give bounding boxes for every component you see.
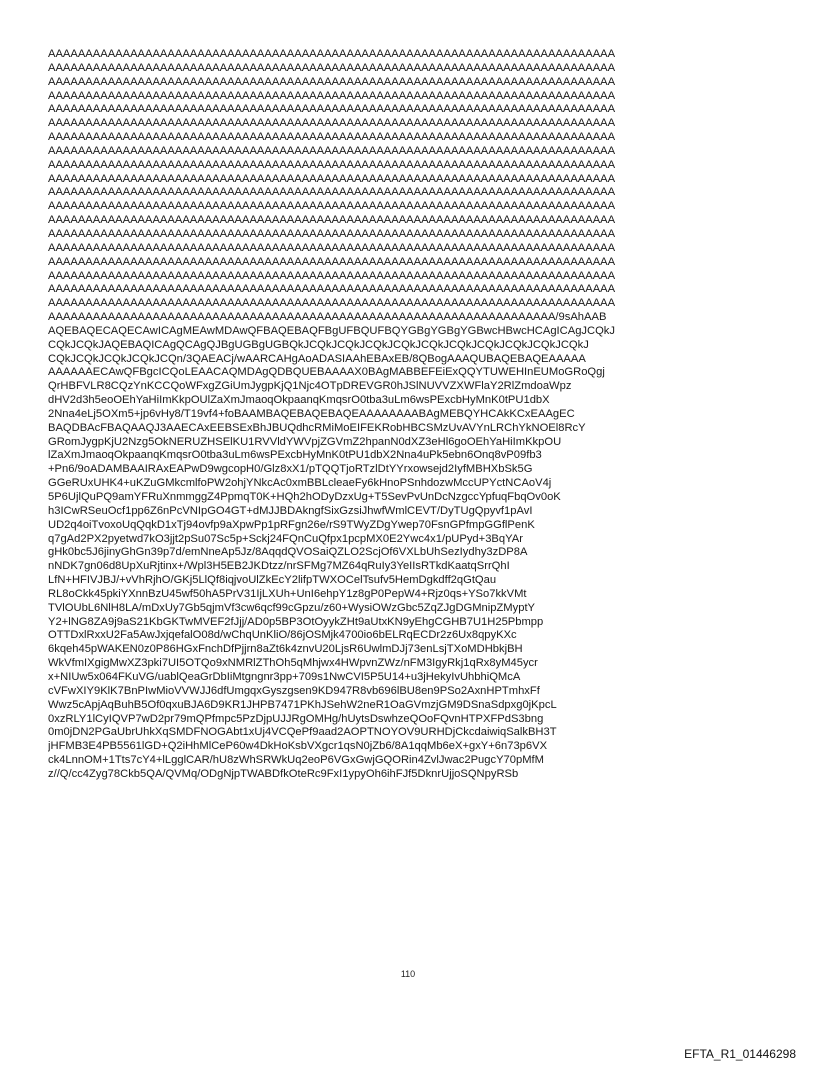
text-line: gHk0bc5J6jinyGhGn39p7d/emNneAp5Jz/8AqqdQVOSaiQZLO2ScjOf6VXLbUhSezIydhy3zDP8A (48, 546, 528, 559)
text-line: AAAAAAAAAAAAAAAAAAAAAAAAAAAAAAAAAAAAAAAAAAAAAAAAAAAAAAAAAAAAAAAAAAAAAAAAAAAA (48, 144, 616, 157)
text-line: GRomJygpKjU2Nzg5OkNERUZHSElKU1RVVldYWVpjZGVmZ2hpanN0dXZ3eHl6goOEhYaHiImKkpOU (48, 435, 562, 448)
document-id-stamp: EFTA_R1_01446298 (684, 1047, 796, 1061)
text-line: 0xzRLY1lCyIQVP7wD2pr79mQPfmpc5PzDjpUJJRgOMHg/hUytsDswhzeQOoFQvnHTPXFPdS3bng (48, 712, 544, 725)
text-line: CQkJCQkJCQkJCQkJCQn/3QAEACj/wAARCAHgAoADASIAAhEBAxEB/8QBogAAAQUBAQEBAQEAAAAA (48, 352, 586, 365)
text-line: AAAAAAAAAAAAAAAAAAAAAAAAAAAAAAAAAAAAAAAAAAAAAAAAAAAAAAAAAAAAAAAAAAAAAAAAAAAA (48, 131, 616, 144)
text-line: AAAAAAAAAAAAAAAAAAAAAAAAAAAAAAAAAAAAAAAAAAAAAAAAAAAAAAAAAAAAAAAAAAAAAAAAAAAA (48, 117, 616, 130)
text-line: AAAAAAAAAAAAAAAAAAAAAAAAAAAAAAAAAAAAAAAAAAAAAAAAAAAAAAAAAAAAAAAAAAAA/9sAhAAB (48, 311, 607, 324)
text-line: nNDK7gn06d8UpXuRjtinx+/Wpl3H5EB2JKDtzz/nrSFMg7MZ64qRuIy3YeIIsRTkdKaatqSrrQhI (48, 560, 510, 573)
text-line: AAAAAAAAAAAAAAAAAAAAAAAAAAAAAAAAAAAAAAAAAAAAAAAAAAAAAAAAAAAAAAAAAAAAAAAAAAAA (48, 214, 616, 227)
text-line: +Pn6/9oADAMBAAIRAxEAPwD9wgcopH0/Glz8xX1/pTQQTjoRTzlDtYYrxowsejd2IyfMBHXbSk5G (48, 463, 533, 476)
text-line: jHFMB3E4PB5561lGD+Q2iHhMlCeP60w4DkHoKsbVXgcr1qsN0jZb6/8A1qqMb6eX+gxY+6n73p6VX (48, 740, 548, 753)
text-line: AAAAAAAAAAAAAAAAAAAAAAAAAAAAAAAAAAAAAAAAAAAAAAAAAAAAAAAAAAAAAAAAAAAAAAAAAAAA (48, 297, 616, 310)
text-line: RL8oCkk45pkiYXnnBzU45wf50hA5PrV31IjLXUh+UnI6ehpY1z8gP0PepW4+Rjz0qs+YSo7kkVMt (48, 587, 527, 600)
text-line: x+NIUw5x064FKuVG/uablQeaGrDbIiMtgngnr3pp+709s1NwCVI5P5U14+u3jHekyIvUhbhiQMcA (48, 670, 521, 683)
text-line: AAAAAAAAAAAAAAAAAAAAAAAAAAAAAAAAAAAAAAAAAAAAAAAAAAAAAAAAAAAAAAAAAAAAAAAAAAAA (48, 186, 616, 199)
text-line: 2Nna4eLj5OXm5+jp6vHy8/T19vf4+foBAAMBAQEBAQEBAQEAAAAAAAABAgMEBQYHCAkKCxEAAgEC (48, 407, 575, 420)
text-line: CQkJCQkJAQEBAQICAgQCAgQJBgUGBgUGBQkJCQkJCQkJCQkJCQkJCQkJCQkJCQkJCQkJCQkJCQkJ (48, 338, 589, 351)
text-line: ck4LnnOM+1Tts7cY4+lLgglCAR/hU8zWhSRWkUq2eoP6VGxGwjGQORin4ZvlJwac2PugcY70pMfM (48, 754, 544, 767)
text-line: AAAAAAAAAAAAAAAAAAAAAAAAAAAAAAAAAAAAAAAAAAAAAAAAAAAAAAAAAAAAAAAAAAAAAAAAAAAA (48, 48, 616, 60)
text-line: 5P6UjlQuPQ9amYFRuXnmmggZ4PpmqT0K+HQh2hODyDzxUg+T5SevPvUnDcNzgccYpfuqFbqOv0oK (48, 491, 561, 503)
text-line: OTTDxlRxxU2Fa5AwJxjqefalO08d/wChqUnKliO/86jOSMjk4700io6bELRqECDr2z6Ux8qpyKXc (48, 629, 517, 642)
text-line: UD2q4oiTvoxoUqQqkD1xTj94ovfp9aXpwPp1pRFgn26e/rS9TWyZDgYwep70FsnGPfmpGGflPenK (48, 518, 535, 531)
text-line: AAAAAAAAAAAAAAAAAAAAAAAAAAAAAAAAAAAAAAAAAAAAAAAAAAAAAAAAAAAAAAAAAAAAAAAAAAAA (48, 227, 616, 240)
text-line: h3ICwRSeuOcf1pp6Z6nPcVNIpGO4GT+dMJJBDAkngfSixGzsiJhwfWmlCEVT/DyTUgQpyvf1pAvI (48, 504, 533, 517)
text-line: AAAAAAAAAAAAAAAAAAAAAAAAAAAAAAAAAAAAAAAAAAAAAAAAAAAAAAAAAAAAAAAAAAAAAAAAAAAA (48, 283, 616, 296)
text-line: AAAAAAAAAAAAAAAAAAAAAAAAAAAAAAAAAAAAAAAAAAAAAAAAAAAAAAAAAAAAAAAAAAAAAAAAAAAA (48, 241, 616, 254)
text-line: AAAAAAAAAAAAAAAAAAAAAAAAAAAAAAAAAAAAAAAAAAAAAAAAAAAAAAAAAAAAAAAAAAAAAAAAAAAA (48, 269, 616, 282)
text-line: cVFwXIY9KlK7BnPIwMioVVWJJ6dfUmgqxGyszgsen9KD947R8vb696lBU8en9PSo2AxnHPTmhxFf (48, 684, 540, 697)
text-line: QrHBFVLR8CQzYnKCCQoWFxgZGiUmJygpKjQ1Njc4OTpDREVGR0hJSlNUVVZXWFlaY2RlZmdoaWpz (48, 380, 572, 393)
text-line: AAAAAAAAAAAAAAAAAAAAAAAAAAAAAAAAAAAAAAAAAAAAAAAAAAAAAAAAAAAAAAAAAAAAAAAAAAAA (48, 103, 616, 116)
text-line: AAAAAAECAwQFBgcICQoLEAACAQMDAgQDBQUEBAAAAX0BAgMABBEFEiExQQYTUWEHInEUMoGRoQgj (48, 366, 605, 379)
text-line: AQEBAQECAQECAwICAgMEAwMDAwQFBAQEBAQFBgUFBQUFBQYGBgYGBgYGBwcHBwcHCAgICAgJCQkJ (48, 324, 615, 337)
text-line: 0m0jDN2PGaUbrUhkXqSMDFNOGAbt1xUj4VCQePf9aad2AOPTNOYOV9URHDjCkcdaiwiqSalkBH3T (48, 726, 557, 739)
text-line: dHV2d3h5eoOEhYaHiImKkpOUlZaXmJmaoqOkpaanqKmqsrO0tba3uLm6wsPExcbHyMnK0tPU1dbX (48, 394, 550, 407)
text-line: TVlOUbL6NlH8LA/mDxUy7Gb5qjmVf3cw6qcf99cGpzu/z60+WysiOWzGbc5ZqZJgDGMnipZMyptY (48, 601, 536, 614)
text-line: Y2+lNG8ZA9j9aS21KbGKTwMVEF2fJjj/AD0p5BP3OtOyykZHt9aUtxKN9yEhgCGHB7U1H25Pbmpp (48, 615, 544, 628)
text-line: LfN+HFIVJBJ/+vVhRjhO/GKj5LlQf8iqjvoUlZkEcY2lifpTWXOCelTsufv5HemDgkdff2qGtQau (48, 574, 497, 587)
text-line: AAAAAAAAAAAAAAAAAAAAAAAAAAAAAAAAAAAAAAAAAAAAAAAAAAAAAAAAAAAAAAAAAAAAAAAAAAAA (48, 61, 616, 74)
text-line: q7gAd2PX2pyetwd7kO3jjt2pSu07Sc5p+Sckj24FQnCuQfpx1pcpMX0E2Ywc4x1/pUPyd+3BqYAr (48, 532, 523, 545)
text-line: AAAAAAAAAAAAAAAAAAAAAAAAAAAAAAAAAAAAAAAAAAAAAAAAAAAAAAAAAAAAAAAAAAAAAAAAAAAA (48, 75, 616, 88)
text-line: BAQDBAcFBAQAAQJ3AAECAxEEBSExBhJBUQdhcRMiMoEIFEKRobHBCSMzUvAVYnLRChYkNOEl8RcY (48, 421, 586, 434)
text-line: lZaXmJmaoqOkpaanqKmqsrO0tba3uLm6wsPExcbHyMnK0tPU1dbX2Nna4uPk5ebn6Onq8vP09fb3 (48, 449, 542, 462)
document-body (48, 48, 788, 782)
text-line: AAAAAAAAAAAAAAAAAAAAAAAAAAAAAAAAAAAAAAAAAAAAAAAAAAAAAAAAAAAAAAAAAAAAAAAAAAAA (48, 200, 616, 213)
text-line: z//Q/cc4Zyg78Ckb5QA/QVMq/ODgNjpTWABDfkOteRc9FxI1ypyOh6ihFJf5DknrUjjoSQNpyRSb (48, 767, 519, 780)
text-line: Wwz5cApjAqBuhB5Of0qxuBJA6D9KR1JHPB7471PKhJSehW2neR1OaGVmzjGM9DSnaSdpxg0jKpcL (48, 698, 557, 711)
text-line: AAAAAAAAAAAAAAAAAAAAAAAAAAAAAAAAAAAAAAAAAAAAAAAAAAAAAAAAAAAAAAAAAAAAAAAAAAAA (48, 158, 616, 171)
text-line: AAAAAAAAAAAAAAAAAAAAAAAAAAAAAAAAAAAAAAAAAAAAAAAAAAAAAAAAAAAAAAAAAAAAAAAAAAAA (48, 89, 616, 102)
text-line: AAAAAAAAAAAAAAAAAAAAAAAAAAAAAAAAAAAAAAAAAAAAAAAAAAAAAAAAAAAAAAAAAAAAAAAAAAAA (48, 255, 616, 268)
text-line: GGeRUxUHK4+uKZuGMkcmlfoPW2ohjYNkcAc0xmBBLcleaeFy6kHnoPSnhdozwMccUPYctNCAoV4j (48, 477, 552, 490)
page-number: 110 (400, 969, 416, 979)
text-line: WkVfmIXgigMwXZ3pki7UI5OTQo9xNMRlZThOh5qMhjwx4HWpvnZWz/nFM3IgyRkj1qRx8yM45ycr (48, 657, 538, 670)
text-line: AAAAAAAAAAAAAAAAAAAAAAAAAAAAAAAAAAAAAAAAAAAAAAAAAAAAAAAAAAAAAAAAAAAAAAAAAAAA (48, 172, 616, 185)
text-line: 6kqeh45pWAKEN0z0P86HGxFnchDfPjjrn8aZt6k4znvU20LjsR6UwlmDJj73enLsjTXoMDHbkjBH (48, 643, 523, 656)
